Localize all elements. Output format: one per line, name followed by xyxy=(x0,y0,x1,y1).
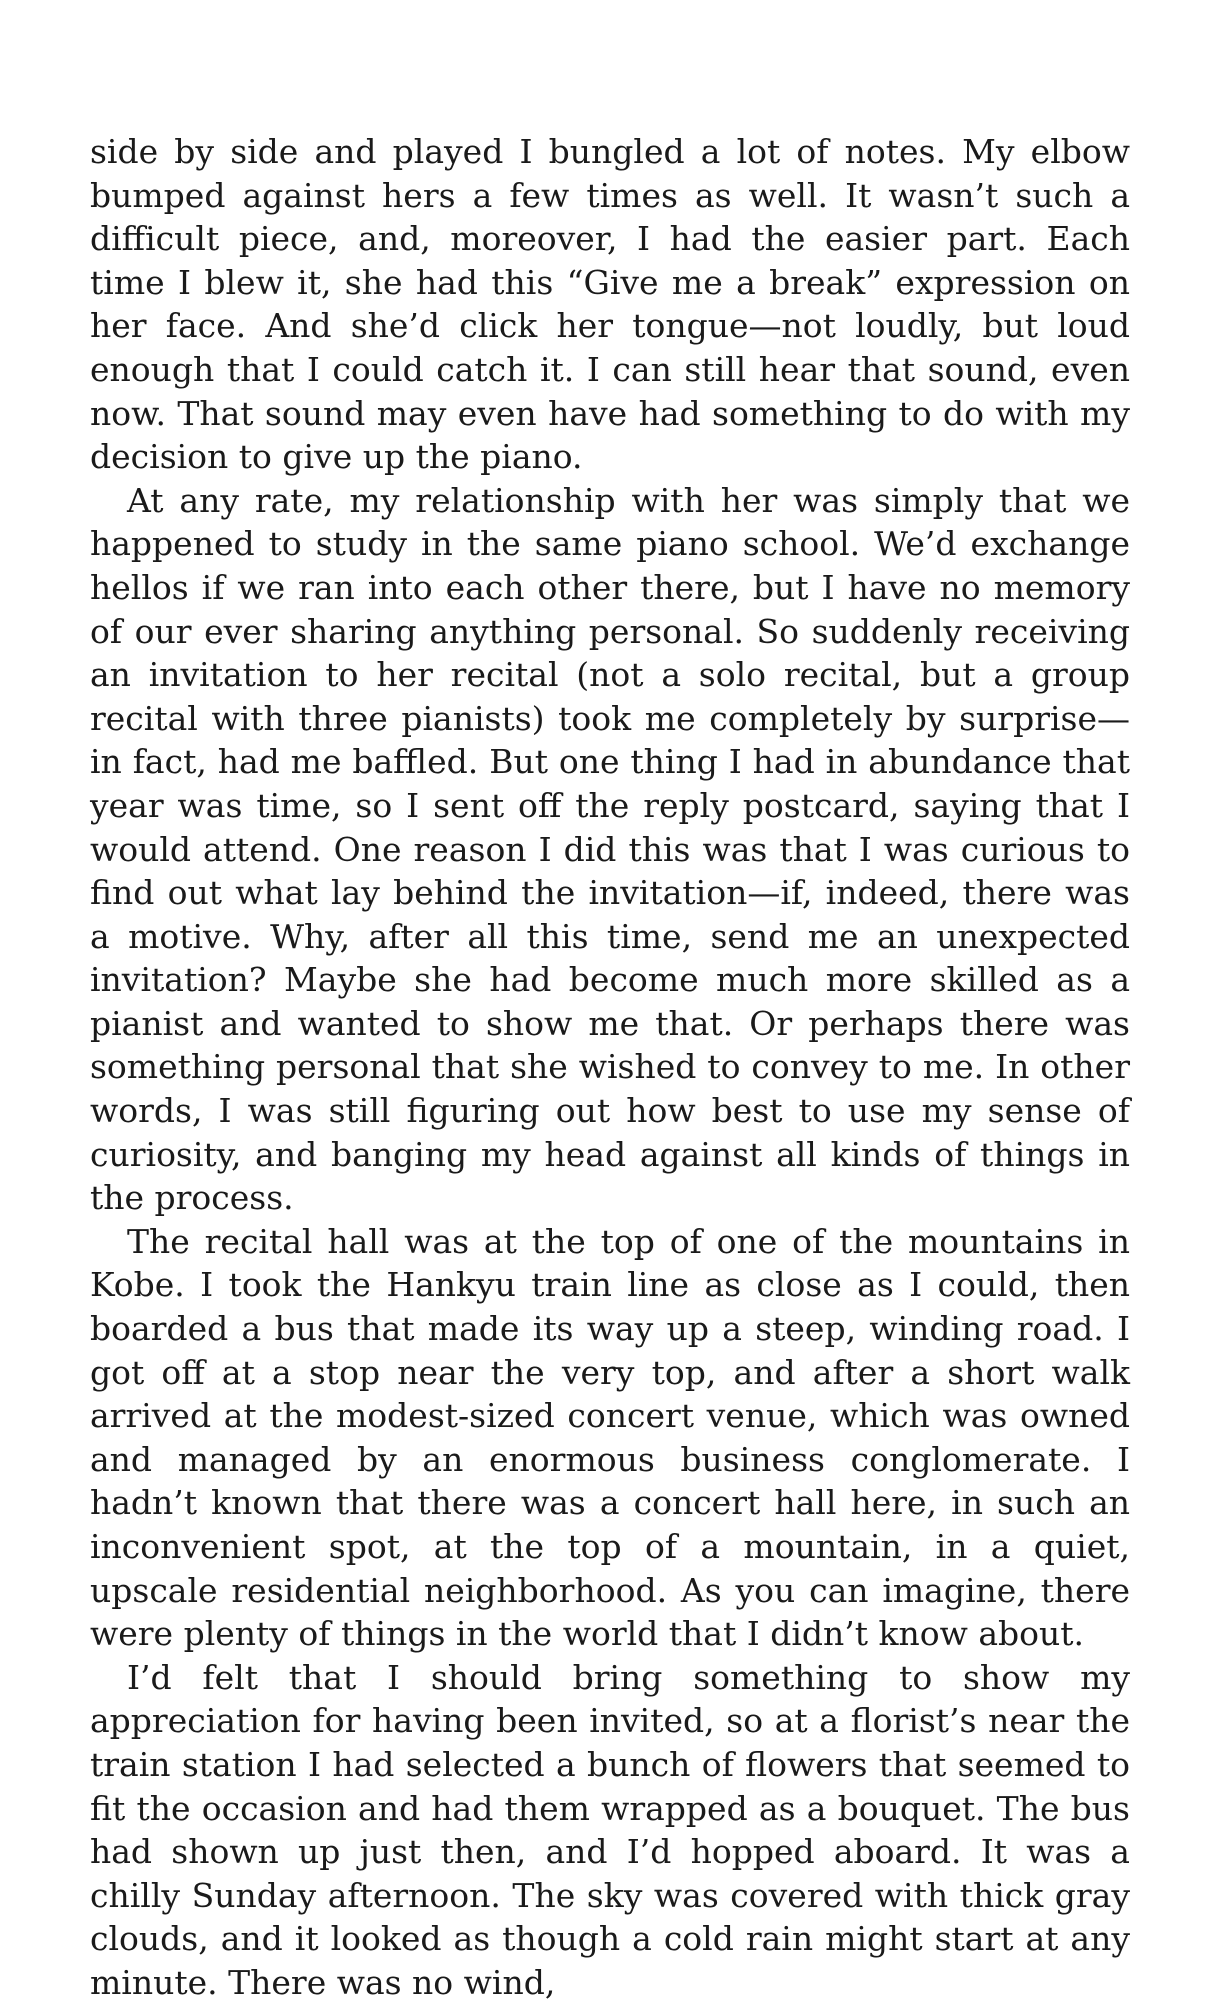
paragraph-4: I’d felt that I should bring something to show my appreciation for having been invited, so at a florist’s near the train station I had selected a bunch of flowers that seemed to fit the occasion and had them wrapped as a bouquet. The bus had shown up just then, and I’d hopped aboard. It was a chilly Sunday afternoon. The sky was covered with thick gray clouds, and it looked as though a cold rain might start at any minute. There was no wind, xyxy=(90,1657,1130,2002)
paragraph-1: side by side and played I bungled a lot of notes. My elbow bumped against hers a few times as well. It wasn’t such a difficult piece, and, moreover, I had the easier part. Each time I blew it, she had this “Give me a break” expression on her face. And she’d click her tongue—not loudly, but loud enough that I could catch it. I can still hear that sound, even now. That sound may even have had something to do with my decision to give up the piano. xyxy=(90,132,1130,477)
paragraph-3: The recital hall was at the top of one of the mountains in Kobe. I took the Hankyu train line as close as I could, then boarded a bus that made its way up a steep, winding road. I got off at a stop near the very top, and after a short walk arrived at the modest-sized concert venue, which was owned and managed by an enormous business conglomerate. I hadn’t known that there was a concert hall here, in such an inconvenient spot, at the top of a mountain, in a quiet, upscale residential neighborhood. As you can imagine, there were plenty of things in the world that I didn’t know about. xyxy=(90,1221,1130,1654)
book-page xyxy=(90,130,1130,2005)
paragraph-2: At any rate, my relationship with her was simply that we happened to study in the same piano school. We’d exchange hellos if we ran into each other there, but I have no memory of our ever sharing anything personal. So suddenly receiving an invitation to her recital (not a solo recital, but a group recital with three pianists) took me completely by surprise—in fact, had me baffled. But one thing I had in abundance that year was time, so I sent off the reply postcard, saying that I would attend. One reason I did this was that I was curious to find out what lay behind the invitation—if, indeed, there was a motive. Why, after all this time, send me an unexpected invitation? Maybe she had become much more skilled as a pianist and wanted to show me that. Or perhaps there was something personal that she wished to convey to me. In other words, I was still figuring out how best to use my sense of curiosity, and banging my head against all kinds of things in the process. xyxy=(90,480,1130,1218)
